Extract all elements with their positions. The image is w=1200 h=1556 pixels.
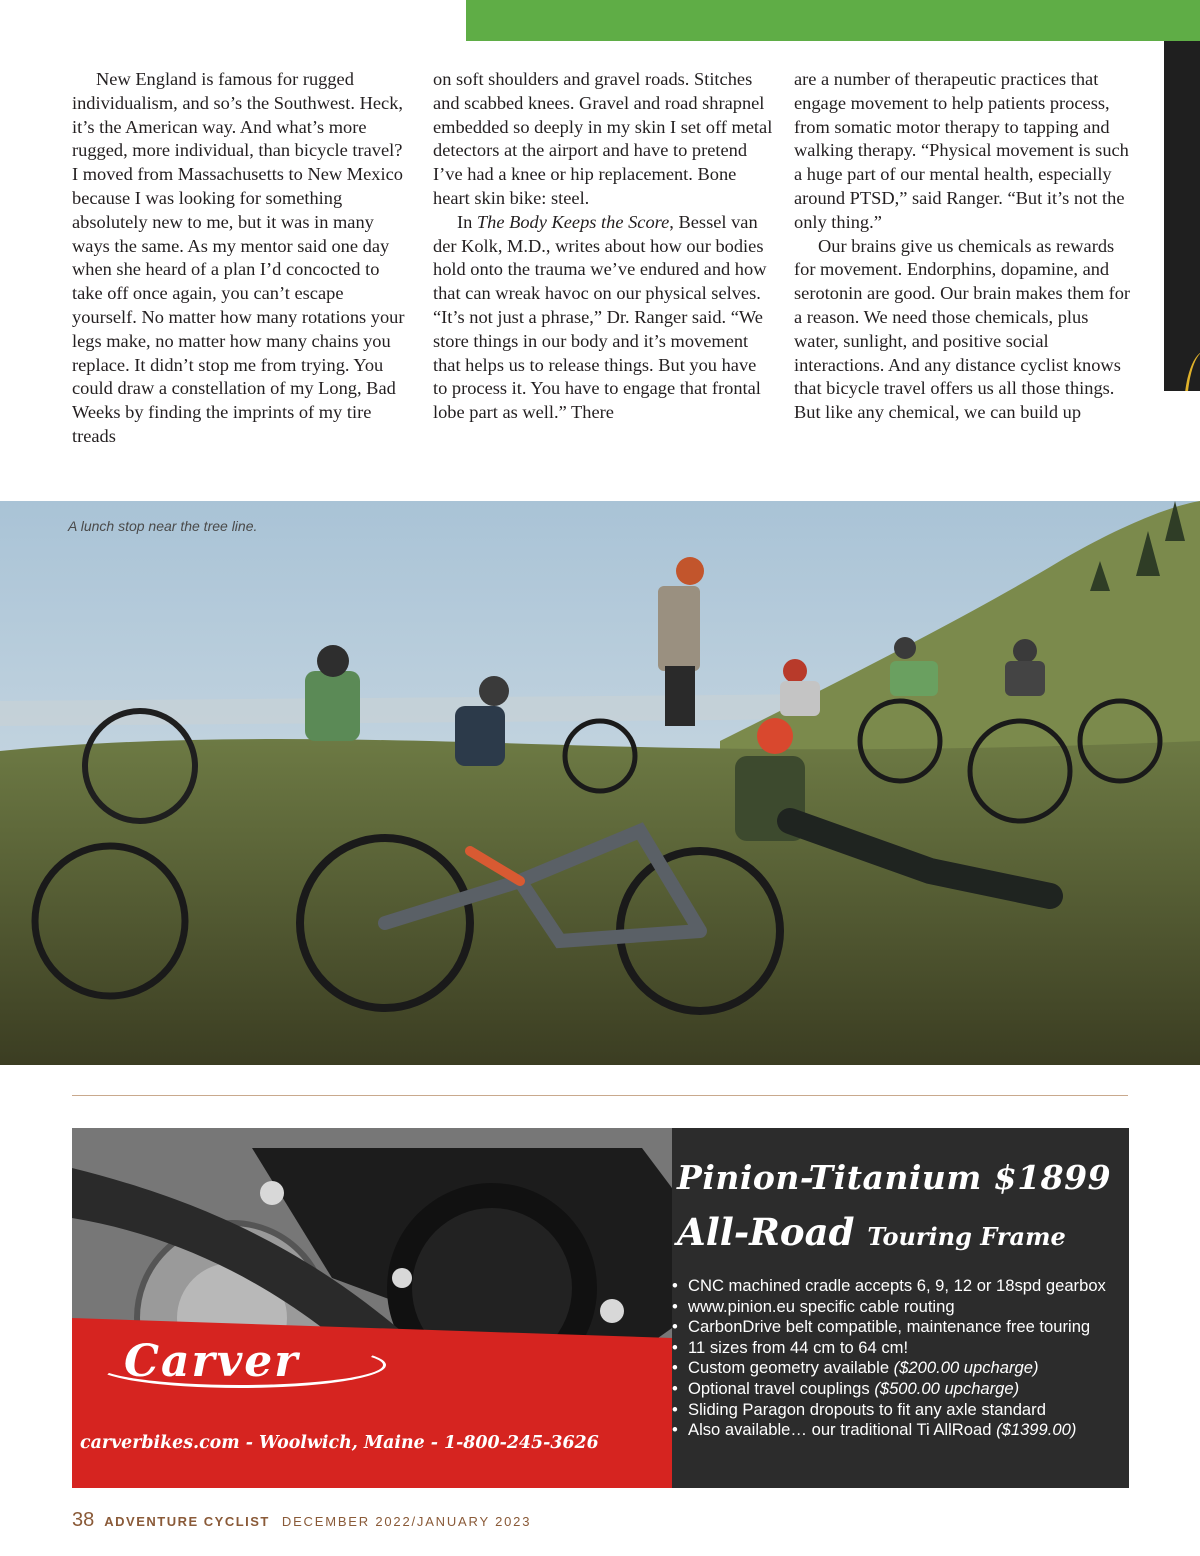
page-footer bbox=[72, 1509, 531, 1532]
magazine-name: ADVENTURE CYCLIST bbox=[104, 1514, 270, 1529]
ad-subheadline: All-Road Touring Frame bbox=[677, 1210, 1066, 1254]
issue-date: DECEMBER 2022/JANUARY 2023 bbox=[281, 1514, 532, 1529]
carver-logo: Carver bbox=[94, 1326, 380, 1396]
ad-feature: • Optional travel couplings ($500.00 upcharge) bbox=[672, 1379, 1106, 1400]
section-divider bbox=[72, 1095, 1128, 1096]
article-paragraph: In The Body Keeps the Score, Bessel van der Kolk, M.D., writes about how our bodies hold onto the trauma we’ve endured and how that can wreak havoc on our physical selves. “It’s not just a phrase,” Dr. Ranger said. “We store things in our body and it’s movement that helps us to release things. But you have to process it. You have to engage that frontal lobe part as well.” There bbox=[433, 211, 767, 423]
article-column-1 bbox=[72, 68, 412, 449]
ad-feature: • 11 sizes from 44 cm to 64 cm! bbox=[672, 1338, 1106, 1359]
article-body bbox=[72, 68, 1162, 488]
ad-feature: • Also available… our traditional Ti AllRoad ($1399.00) bbox=[672, 1420, 1106, 1441]
article-paragraph: on soft shoulders and gravel roads. Stitches and scabbed knees. Gravel and road shrapnel embedded so deeply in my skin I set off metal detectors at the airport and have to pretend I’ve had a knee or hip replacement. Bone heart skin bike: steel. bbox=[433, 69, 773, 208]
ad-feature: • Sliding Paragon dropouts to fit any axle standard bbox=[672, 1400, 1106, 1421]
side-photo-tab bbox=[1164, 41, 1200, 391]
mountain-lunch-photo bbox=[0, 501, 1200, 1065]
article-paragraph: New England is famous for rugged individualism, and so’s the Southwest. Heck, it’s the American way. And what’s more rugged, more individual, than bicycle travel? I moved from Massachusetts to New Mexico because I was looking for something absolutely new to me, but it was in many ways the same. As my mentor said one day when she heard of a plan I’d concocted to take off once again, you can’t escape yourself. No matter how many rotations your legs make, no matter how many chains you replace. It didn’t stop me from trying. You could draw a constellation of my Long, Bad Weeks by finding the imprints of my tire treads bbox=[72, 69, 405, 446]
ad-feature: • Custom geometry available ($200.00 upcharge) bbox=[672, 1358, 1106, 1379]
book-title: The Body Keeps the Score bbox=[476, 211, 670, 232]
header-accent-bar bbox=[466, 0, 1200, 41]
ad-feature-list bbox=[672, 1276, 1106, 1441]
ad-feature: • www.pinion.eu specific cable routing bbox=[672, 1297, 1106, 1318]
photo-caption: A lunch stop near the tree line. bbox=[68, 518, 258, 534]
ad-feature: • CNC machined cradle accepts 6, 9, 12 or 18spd gearbox bbox=[672, 1276, 1106, 1297]
carver-advertisement bbox=[72, 1128, 1129, 1488]
article-paragraph: are a number of therapeutic practices that engage movement to help patients process, from somatic motor therapy to tapping and walking therapy. “Physical movement is such a huge part of our mental health, especially around PTSD,” said Ranger. “But it’s not the only thing.” bbox=[794, 69, 1129, 232]
ad-headline: Pinion-Titanium $1899 bbox=[677, 1158, 1112, 1197]
ad-contact-line: carverbikes.com - Woolwich, Maine - 1-800-245-3626 bbox=[80, 1433, 599, 1453]
photo-illustration bbox=[0, 501, 1200, 1065]
article-column-3 bbox=[794, 68, 1134, 425]
article-column-2 bbox=[433, 68, 773, 425]
ad-feature: • CarbonDrive belt compatible, maintenance free touring bbox=[672, 1317, 1106, 1338]
article-paragraph: Our brains give us chemicals as rewards for movement. Endorphins, dopamine, and serotonin are good. Our brain makes them for a reason. We need those chemicals, plus water, sunlight, and positive social interactions. And any distance cyclist knows that bicycle travel offers us all those things. But like any chemical, we can build up bbox=[794, 235, 1131, 423]
page-number: 38 bbox=[72, 1509, 95, 1531]
